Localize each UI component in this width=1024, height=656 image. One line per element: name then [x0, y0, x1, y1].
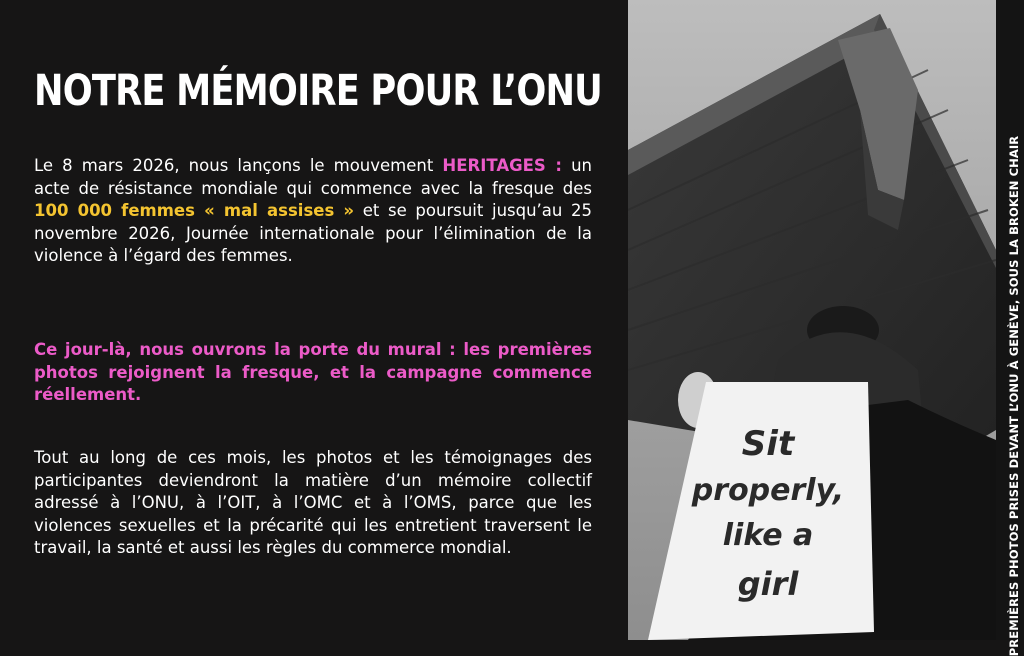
page-title: NOTRE MÉMOIRE POUR L’ONU — [34, 66, 602, 116]
side-caption: PREMIÈRES PHOTOS PRISES DEVANT L’ONU À GENÈVE, SOUS LA BROKEN CHAIR — [1007, 135, 1021, 656]
broken-chair-photo-illustration — [628, 0, 996, 640]
intro-text-middle: un acte de résistance mondiale qui commence avec la fresque des — [34, 156, 592, 198]
mural-paragraph: Ce jour-là, nous ouvrons la porte du mural : les premières photos rejoignent la fresque, et la campagne commence réellement. — [34, 340, 592, 404]
sign-line-2: properly, — [691, 473, 845, 508]
sign-line-4: girl — [737, 565, 799, 603]
intro-text-start: Le 8 mars 2026, nous lançons le mouvement — [34, 156, 443, 175]
memoir-paragraph: Tout au long de ces mois, les photos et les témoignages des participantes deviendront la matière d’un mémoire collectif adressé à l’ONU, à l’OIT, à l’OMC et à l’OMS, parce que les violences sexuelles et la précarité qui les entretient traversent le travail, la santé et aussi les règles du commerce mondial. — [34, 448, 592, 557]
sign-line-3: like a — [722, 518, 814, 553]
protest-photo — [628, 0, 996, 640]
intro-text-end: et se poursuit jusqu’au 25 novembre 2026, Journée internationale pour l’élimination de la violence à l’égard des femmes. — [34, 201, 593, 265]
heritages-highlight: HERITAGES : — [442, 156, 562, 175]
intro-paragraph — [34, 155, 592, 268]
sign-line-1: Sit — [741, 424, 795, 464]
women-count-highlight: 100 000 femmes « mal assises » — [34, 201, 355, 220]
